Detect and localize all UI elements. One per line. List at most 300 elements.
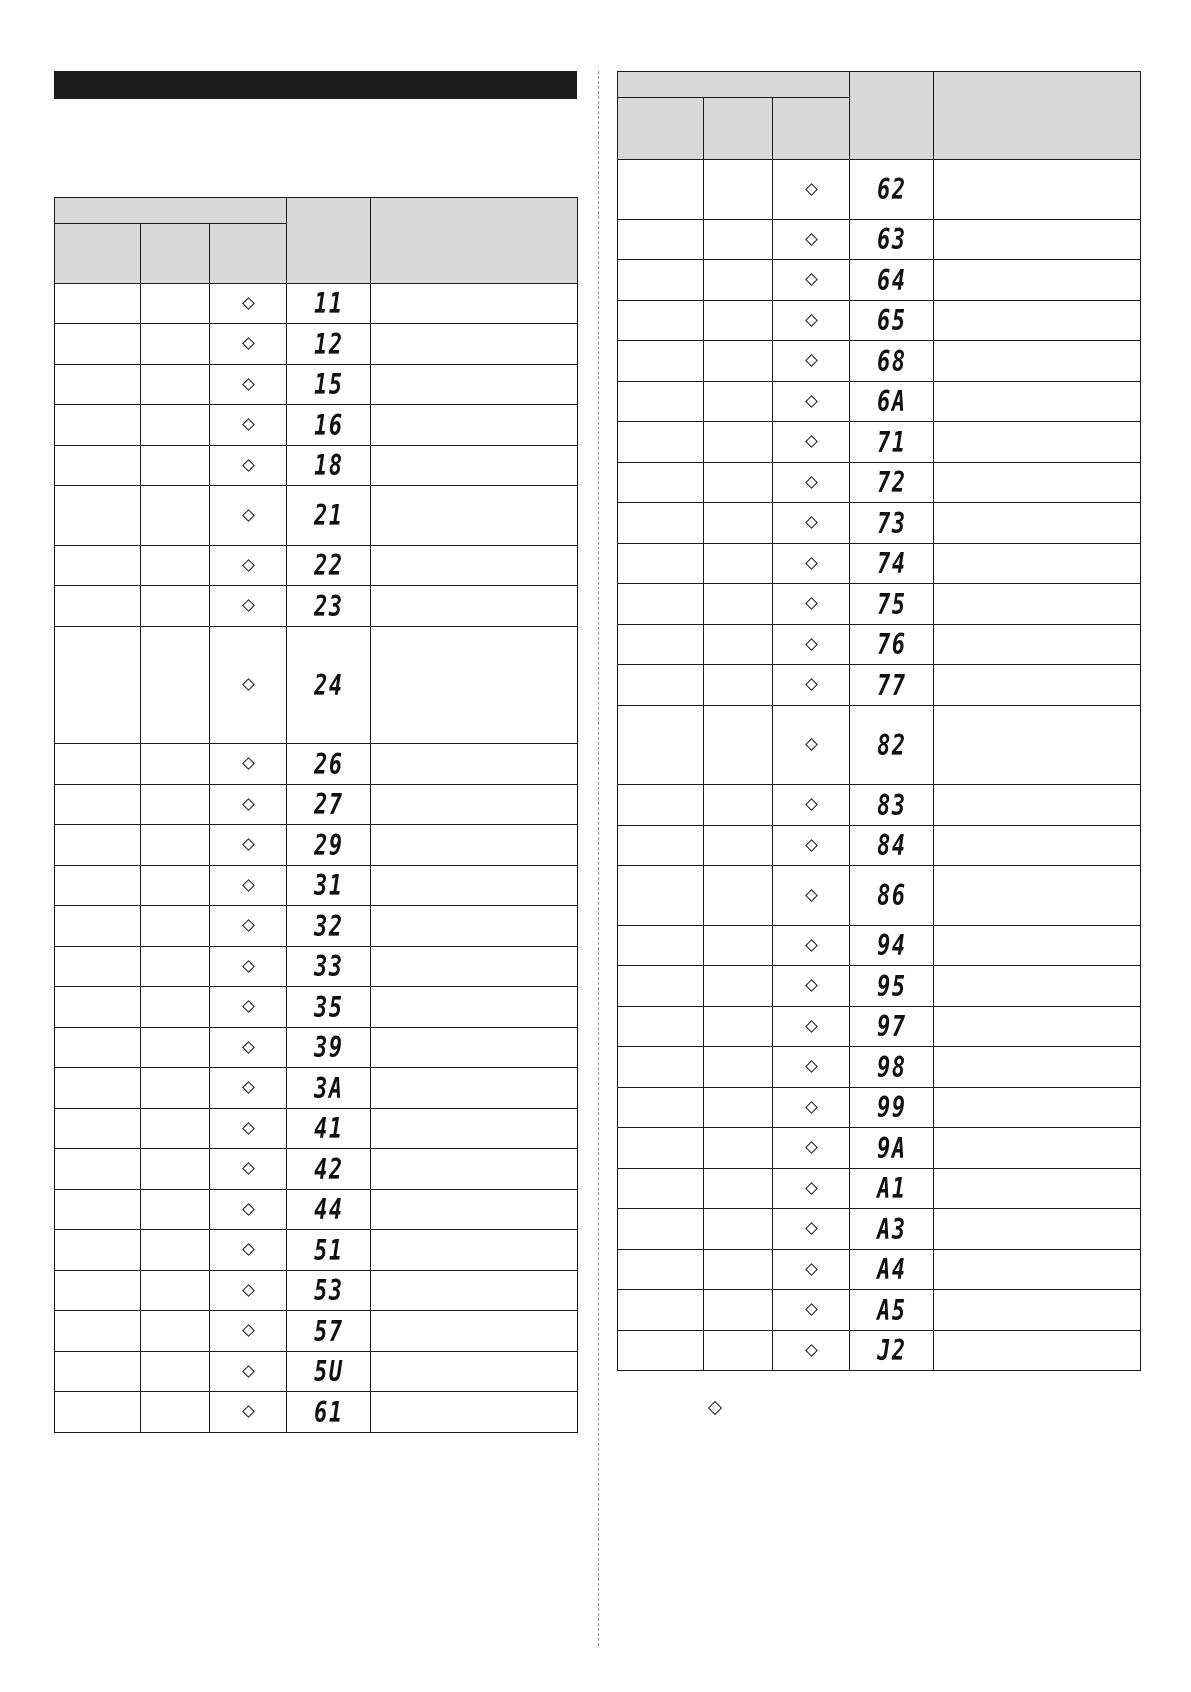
indicator-cell [618, 1250, 704, 1290]
table-row [55, 906, 578, 947]
description-cell [371, 365, 578, 405]
error-code: 42 [313, 1152, 344, 1186]
indicator-cell [704, 1331, 773, 1371]
diamond-outline-icon [242, 919, 255, 932]
description-cell [371, 284, 578, 324]
table-row [55, 405, 578, 446]
marker-cell [773, 1290, 850, 1331]
indicator-cell [618, 382, 704, 422]
error-code-cell [850, 301, 934, 341]
indicator-cell [618, 1209, 704, 1250]
header-sub-cell-2 [704, 98, 773, 160]
error-code-cell [850, 584, 934, 625]
error-code-cell [850, 1290, 934, 1331]
header-group-cell [618, 72, 850, 98]
indicator-cell [55, 1230, 141, 1271]
indicator-cell [55, 405, 141, 446]
diamond-outline-icon [805, 638, 818, 651]
indicator-cell [141, 1271, 210, 1311]
indicator-cell [55, 446, 141, 486]
indicator-cell [618, 625, 704, 665]
marker-legend [710, 1400, 720, 1418]
marker-cell [773, 544, 850, 584]
indicator-cell [55, 906, 141, 947]
indicator-cell [55, 785, 141, 825]
marker-cell [210, 324, 287, 365]
diamond-outline-icon [805, 1344, 818, 1357]
table-row [618, 160, 1141, 220]
error-code-cell [287, 1028, 371, 1068]
indicator-cell [55, 1190, 141, 1230]
table-row [618, 1169, 1141, 1209]
description-cell [371, 1190, 578, 1230]
marker-cell [210, 825, 287, 866]
indicator-cell [618, 160, 704, 220]
marker-cell [773, 866, 850, 926]
error-code: 6A [876, 385, 907, 418]
diamond-outline-icon [242, 337, 255, 350]
marker-cell [210, 546, 287, 586]
indicator-cell [141, 405, 210, 446]
error-code: 72 [876, 466, 907, 499]
error-code-cell [287, 906, 371, 947]
marker-cell [210, 744, 287, 785]
indicator-cell [141, 825, 210, 866]
indicator-cell [141, 1392, 210, 1433]
description-cell [371, 324, 578, 365]
description-cell [934, 826, 1141, 866]
indicator-cell [55, 284, 141, 324]
indicator-cell [618, 1088, 704, 1128]
indicator-cell [55, 1109, 141, 1149]
error-code-cell [850, 966, 934, 1007]
error-code-cell [850, 1331, 934, 1371]
description-cell [371, 825, 578, 866]
indicator-cell [618, 1007, 704, 1047]
diamond-outline-icon [242, 1122, 255, 1135]
indicator-cell [704, 1209, 773, 1250]
table-row [618, 1331, 1141, 1371]
table-row [55, 785, 578, 825]
indicator-cell [704, 826, 773, 866]
indicator-cell [141, 1311, 210, 1352]
marker-cell [210, 1190, 287, 1230]
description-cell [934, 1007, 1141, 1047]
error-code: A3 [876, 1212, 907, 1246]
error-code-cell [287, 1230, 371, 1271]
indicator-cell [618, 1331, 704, 1371]
description-cell [934, 220, 1141, 260]
diamond-outline-icon [708, 1401, 722, 1415]
indicator-cell [55, 546, 141, 586]
indicator-cell [704, 341, 773, 382]
description-cell [371, 1392, 578, 1433]
description-cell [934, 866, 1141, 926]
indicator-cell [55, 1068, 141, 1109]
error-code-cell [287, 1109, 371, 1149]
indicator-cell [141, 446, 210, 486]
marker-cell [773, 463, 850, 503]
diamond-outline-icon [242, 1162, 255, 1175]
error-code: 26 [313, 747, 344, 781]
diamond-outline-icon [805, 889, 818, 902]
description-cell [371, 947, 578, 987]
description-cell [371, 627, 578, 744]
error-code-cell [850, 1250, 934, 1290]
table-row [618, 826, 1141, 866]
marker-cell [210, 627, 287, 744]
description-cell [371, 785, 578, 825]
marker-cell [210, 486, 287, 546]
table-row [55, 1109, 578, 1149]
diamond-outline-icon [242, 559, 255, 572]
marker-cell [773, 160, 850, 220]
marker-cell [773, 706, 850, 785]
indicator-cell [55, 1311, 141, 1352]
header-sub-cell-2 [141, 224, 210, 284]
table-row [618, 866, 1141, 926]
marker-cell [210, 1352, 287, 1392]
diamond-outline-icon [242, 1284, 255, 1297]
error-code: 84 [876, 829, 907, 862]
marker-cell [210, 866, 287, 906]
table-row [618, 926, 1141, 966]
table-row [618, 301, 1141, 341]
error-code: 73 [876, 506, 907, 540]
header-group-cell [55, 198, 287, 224]
marker-cell [773, 301, 850, 341]
error-code: 16 [313, 408, 344, 442]
error-code: J2 [876, 1334, 907, 1367]
table-row [55, 586, 578, 627]
diamond-outline-icon [805, 1101, 818, 1114]
error-code-cell [287, 405, 371, 446]
table-row [618, 1047, 1141, 1088]
error-code: 41 [313, 1112, 344, 1145]
table-row [55, 627, 578, 744]
error-code: 83 [876, 788, 907, 822]
table-row [55, 1068, 578, 1109]
marker-cell [210, 987, 287, 1028]
indicator-cell [141, 744, 210, 785]
marker-cell [773, 1331, 850, 1371]
indicator-cell [704, 665, 773, 706]
diamond-outline-icon [242, 879, 255, 892]
error-code-cell [287, 546, 371, 586]
diamond-outline-icon [805, 979, 818, 992]
error-code: 24 [313, 668, 344, 702]
error-code-cell [287, 1068, 371, 1109]
description-cell [371, 744, 578, 785]
description-cell [934, 422, 1141, 463]
description-cell [934, 1169, 1141, 1209]
description-cell [934, 665, 1141, 706]
indicator-cell [618, 1128, 704, 1169]
error-code: 63 [876, 223, 907, 256]
description-cell [934, 260, 1141, 301]
description-cell [934, 1250, 1141, 1290]
error-code-cell [850, 341, 934, 382]
marker-cell [773, 341, 850, 382]
table-row [55, 947, 578, 987]
indicator-cell [618, 785, 704, 826]
error-code-cell [850, 382, 934, 422]
error-code-cell [850, 785, 934, 826]
error-code: 57 [313, 1314, 344, 1348]
table-row [55, 324, 578, 365]
error-code-cell [850, 826, 934, 866]
error-code-cell [850, 220, 934, 260]
table-row [55, 866, 578, 906]
description-cell [371, 486, 578, 546]
indicator-cell [55, 627, 141, 744]
marker-cell [210, 1392, 287, 1433]
table-row [55, 284, 578, 324]
indicator-cell [618, 584, 704, 625]
indicator-cell [704, 1007, 773, 1047]
table-row [618, 503, 1141, 544]
header-sub-cell-3 [773, 98, 850, 160]
header-description-cell [934, 72, 1141, 160]
marker-cell [210, 405, 287, 446]
error-code-cell [287, 825, 371, 866]
section-title-bar [54, 71, 577, 99]
marker-cell [210, 586, 287, 627]
marker-cell [210, 1230, 287, 1271]
error-code: 21 [313, 499, 344, 532]
error-code-cell [287, 1271, 371, 1311]
header-sub-cell-3 [210, 224, 287, 284]
error-code: 32 [313, 909, 344, 943]
description-cell [371, 1068, 578, 1109]
indicator-cell [618, 706, 704, 785]
table-row [55, 1028, 578, 1068]
description-cell [934, 301, 1141, 341]
marker-cell [210, 785, 287, 825]
description-cell [371, 987, 578, 1028]
error-code-cell [850, 260, 934, 301]
indicator-cell [704, 866, 773, 926]
marker-cell [773, 966, 850, 1007]
marker-cell [773, 826, 850, 866]
indicator-cell [55, 1149, 141, 1190]
indicator-cell [55, 586, 141, 627]
description-cell [371, 546, 578, 586]
error-code-cell [850, 926, 934, 966]
table-row [55, 825, 578, 866]
description-cell [934, 966, 1141, 1007]
description-cell [371, 1109, 578, 1149]
indicator-cell [704, 260, 773, 301]
table-row [618, 1209, 1141, 1250]
error-code-cell [850, 866, 934, 926]
indicator-cell [618, 503, 704, 544]
error-code-cell [287, 586, 371, 627]
diamond-outline-icon [805, 678, 818, 691]
marker-cell [773, 926, 850, 966]
error-code: 29 [313, 828, 344, 862]
description-cell [934, 625, 1141, 665]
indicator-cell [55, 987, 141, 1028]
description-cell [934, 503, 1141, 544]
indicator-cell [704, 1047, 773, 1088]
error-code: 62 [876, 173, 907, 206]
error-code: 44 [313, 1193, 344, 1226]
description-cell [934, 1047, 1141, 1088]
description-cell [934, 382, 1141, 422]
header-sub-cell-1 [618, 98, 704, 160]
error-code-cell [287, 1190, 371, 1230]
error-code-cell [850, 1169, 934, 1209]
diamond-outline-icon [805, 839, 818, 852]
marker-cell [210, 284, 287, 324]
indicator-cell [618, 966, 704, 1007]
error-code-cell [287, 365, 371, 405]
indicator-cell [55, 1028, 141, 1068]
indicator-cell [704, 584, 773, 625]
table-row [55, 446, 578, 486]
indicator-cell [141, 906, 210, 947]
indicator-cell [141, 486, 210, 546]
marker-cell [773, 260, 850, 301]
marker-cell [773, 220, 850, 260]
indicator-cell [55, 1271, 141, 1311]
description-cell [371, 866, 578, 906]
indicator-cell [618, 260, 704, 301]
table-row [618, 625, 1141, 665]
marker-cell [773, 1007, 850, 1047]
diamond-outline-icon [242, 1405, 255, 1418]
description-cell [934, 341, 1141, 382]
description-cell [371, 906, 578, 947]
indicator-cell [141, 1028, 210, 1068]
error-code: 3A [313, 1071, 344, 1105]
diamond-outline-icon [805, 1060, 818, 1073]
diamond-outline-icon [805, 354, 818, 367]
table-row [618, 706, 1141, 785]
description-cell [371, 1149, 578, 1190]
error-code-cell [850, 625, 934, 665]
indicator-cell [141, 1190, 210, 1230]
indicator-cell [704, 785, 773, 826]
description-cell [934, 785, 1141, 826]
diamond-outline-icon [242, 757, 255, 770]
marker-cell [773, 785, 850, 826]
description-cell [934, 1209, 1141, 1250]
error-code: A1 [876, 1172, 907, 1205]
header-description-cell [371, 198, 578, 284]
indicator-cell [141, 586, 210, 627]
indicator-cell [704, 301, 773, 341]
indicator-cell [704, 1169, 773, 1209]
table-row [55, 987, 578, 1028]
diamond-outline-icon [242, 1365, 255, 1378]
indicator-cell [704, 220, 773, 260]
marker-cell [210, 365, 287, 405]
error-code: 97 [876, 1010, 907, 1043]
table-row [618, 1250, 1141, 1290]
table-row [618, 544, 1141, 584]
error-code-cell [850, 1128, 934, 1169]
table-row [55, 365, 578, 405]
indicator-cell [141, 324, 210, 365]
error-code: 94 [876, 929, 907, 962]
indicator-cell [141, 1109, 210, 1149]
diamond-outline-icon [805, 233, 818, 246]
indicator-cell [704, 544, 773, 584]
error-code: 53 [313, 1274, 344, 1307]
marker-cell [773, 382, 850, 422]
marker-cell [773, 503, 850, 544]
indicator-cell [55, 744, 141, 785]
table-row [55, 1352, 578, 1392]
marker-cell [773, 584, 850, 625]
indicator-cell [618, 220, 704, 260]
marker-cell [210, 1311, 287, 1352]
table-row [618, 665, 1141, 706]
diamond-outline-icon [242, 459, 255, 472]
diamond-outline-icon [242, 798, 255, 811]
diamond-outline-icon [242, 1041, 255, 1054]
marker-cell [210, 1028, 287, 1068]
error-code: 64 [876, 263, 907, 297]
error-code-cell [850, 422, 934, 463]
indicator-cell [55, 825, 141, 866]
error-code: 23 [313, 589, 344, 623]
error-code-cell [287, 486, 371, 546]
error-code: 77 [876, 668, 907, 702]
diamond-outline-icon [805, 1222, 818, 1235]
indicator-cell [704, 503, 773, 544]
error-code: 74 [876, 547, 907, 580]
error-code: 33 [313, 950, 344, 983]
table-row [55, 744, 578, 785]
indicator-cell [618, 341, 704, 382]
indicator-cell [55, 324, 141, 365]
diamond-outline-icon [805, 1303, 818, 1316]
error-code: 5U [313, 1355, 344, 1388]
indicator-cell [141, 785, 210, 825]
marker-cell [210, 1149, 287, 1190]
header-sub-cell-1 [55, 224, 141, 284]
diamond-outline-icon [242, 960, 255, 973]
error-code-cell [850, 1088, 934, 1128]
table-row [55, 486, 578, 546]
error-code: 98 [876, 1050, 907, 1084]
diamond-outline-icon [805, 273, 818, 286]
table-row [618, 1007, 1141, 1047]
error-code-cell [850, 665, 934, 706]
diamond-outline-icon [242, 378, 255, 391]
table-row [618, 785, 1141, 826]
indicator-cell [141, 284, 210, 324]
diamond-outline-icon [805, 1182, 818, 1195]
table-row [618, 1128, 1141, 1169]
description-cell [371, 1230, 578, 1271]
indicator-cell [618, 826, 704, 866]
error-code: 9A [876, 1131, 907, 1165]
diamond-outline-icon [242, 678, 255, 691]
indicator-cell [618, 301, 704, 341]
table-row [618, 220, 1141, 260]
table-row [55, 1271, 578, 1311]
indicator-cell [618, 1169, 704, 1209]
error-code-cell [850, 160, 934, 220]
marker-cell [773, 1169, 850, 1209]
diamond-outline-icon [805, 1020, 818, 1033]
description-cell [934, 584, 1141, 625]
diamond-outline-icon [805, 798, 818, 811]
